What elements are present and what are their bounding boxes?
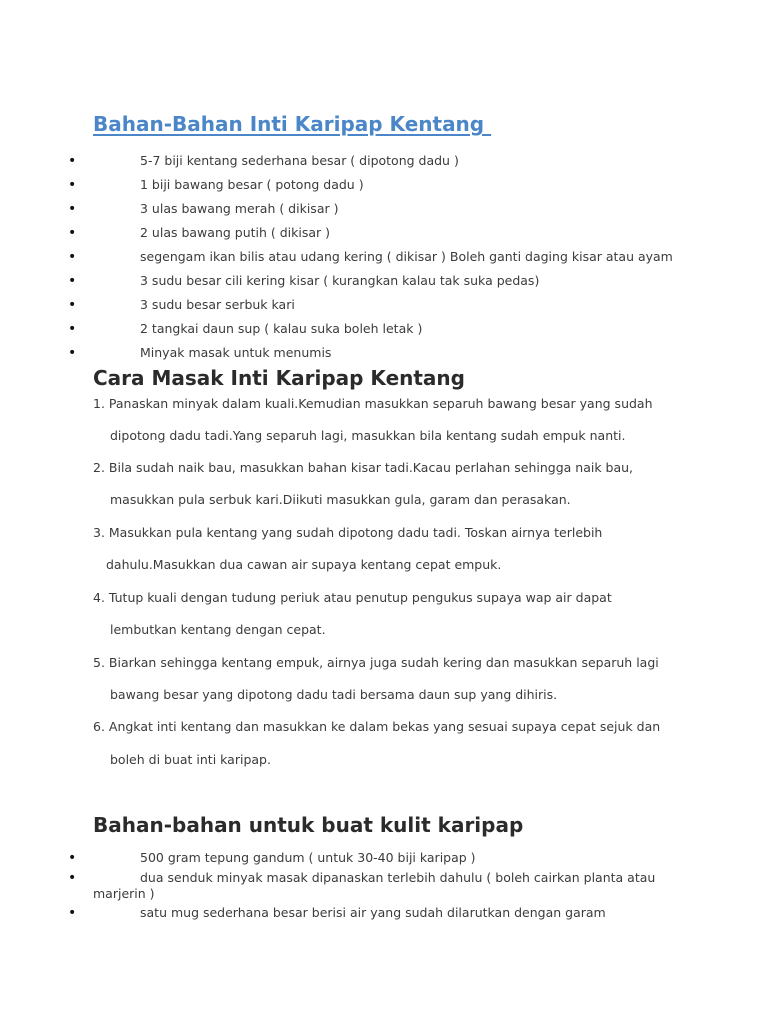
bullet-icon: • (68, 153, 77, 169)
step-line-2: boleh di buat inti karipap. (110, 752, 271, 767)
list-item-text: 3 ulas bawang merah ( dikisar ) (140, 201, 339, 216)
list-item-text: segengam ikan bilis atau udang kering ( dikisar ) Boleh ganti daging kisar atau ayam (140, 249, 673, 264)
list-item-text: 500 gram tepung gandum ( untuk 30-40 biji karipap ) (140, 850, 476, 865)
step-line-2: lembutkan kentang dengan cepat. (110, 622, 326, 637)
step-line-1: 4. Tutup kuali dengan tudung periuk atau penutup pengukus supaya wap air dapat (93, 590, 612, 605)
bullet-icon: • (68, 249, 77, 265)
list-item-text: 2 ulas bawang putih ( dikisar ) (140, 225, 331, 240)
step-line-1: 2. Bila sudah naik bau, masukkan bahan kisar tadi.Kacau perlahan sehingga naik bau, (93, 460, 634, 475)
list-item-text: 1 biji bawang besar ( potong dadu ) (140, 177, 364, 192)
list-item-text: satu mug sederhana besar berisi air yang sudah dilarutkan dengan garam (140, 905, 606, 920)
bullet-icon: • (68, 870, 77, 886)
heading-cara-masak: Cara Masak Inti Karipap Kentang (93, 366, 465, 390)
list-item-text: 3 sudu besar cili kering kisar ( kurangkan kalau tak suka pedas) (140, 273, 540, 288)
bullet-icon: • (68, 225, 77, 241)
bullet-icon: • (68, 201, 77, 217)
list-item-text: 3 sudu besar serbuk kari (140, 297, 295, 312)
bullet-icon: • (68, 345, 77, 361)
list-item-text: 2 tangkai daun sup ( kalau suka boleh letak ) (140, 321, 423, 336)
step-line-1: 6. Angkat inti kentang dan masukkan ke dalam bekas yang sesuai supaya cepat sejuk dan (93, 719, 661, 734)
step-line-1: 5. Biarkan sehingga kentang empuk, airnya juga sudah kering dan masukkan separuh lagi (93, 655, 659, 670)
step-line-2: dahulu.Masukkan dua cawan air supaya kentang cepat empuk. (106, 557, 502, 572)
bullet-icon: • (68, 321, 77, 337)
bullet-icon: • (68, 177, 77, 193)
bullet-icon: • (68, 297, 77, 313)
bullet-icon: • (68, 905, 77, 921)
step-line-2: dipotong dadu tadi.Yang separuh lagi, masukkan bila kentang sudah empuk nanti. (110, 428, 626, 443)
step-line-2: masukkan pula serbuk kari.Diikuti masukkan gula, garam dan perasakan. (110, 492, 571, 507)
step-line-2: bawang besar yang dipotong dadu tadi bersama daun sup yang dihiris. (110, 687, 558, 702)
list-item-text-continued: marjerin ) (93, 886, 155, 901)
list-item-text: 5-7 biji kentang sederhana besar ( dipotong dadu ) (140, 153, 459, 168)
heading-bahan-inti[interactable]: Bahan-Bahan Inti Karipap Kentang (93, 112, 492, 136)
list-item-text: Minyak masak untuk menumis (140, 345, 332, 360)
step-line-1: 3. Masukkan pula kentang yang sudah dipotong dadu tadi. Toskan airnya terlebih (93, 525, 603, 540)
bullet-icon: • (68, 273, 77, 289)
step-line-1: 1. Panaskan minyak dalam kuali.Kemudian masukkan separuh bawang besar yang sudah (93, 396, 653, 411)
bullet-icon: • (68, 850, 77, 866)
heading-bahan-kulit: Bahan-bahan untuk buat kulit karipap (93, 813, 524, 837)
list-item-text: dua senduk minyak masak dipanaskan terlebih dahulu ( boleh cairkan planta atau (140, 870, 656, 885)
